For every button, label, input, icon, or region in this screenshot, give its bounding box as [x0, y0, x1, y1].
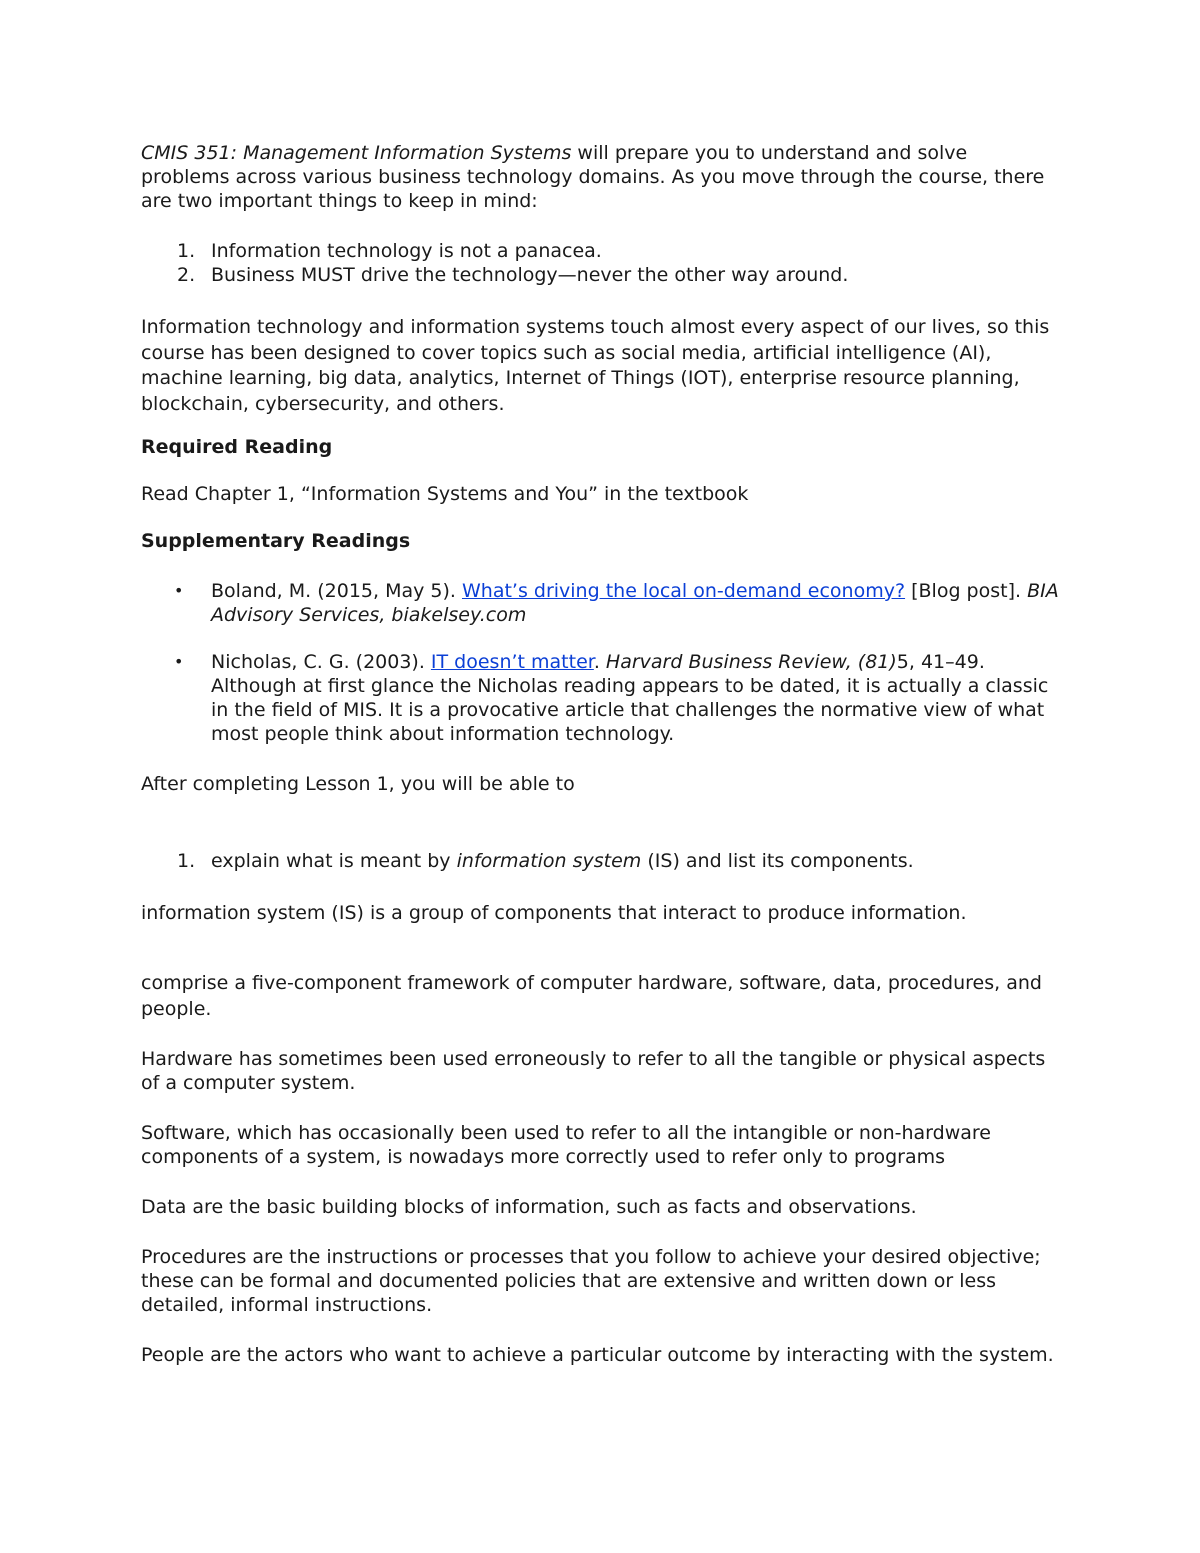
- topics-paragraph: Information technology and information systems touch almost every aspect of our lives, so this course has been designed to cover topics such as social media, artificial intelligence (AI), machine learning, big data, analytics, Internet of Things (IOT), enterprise resource planning, blockchain, cybersecurity, and others.: [141, 316, 1050, 415]
- procedures-paragraph: Procedures are the instructions or processes that you follow to achieve your desired objective; these can be formal and documented policies that are extensive and written down or less detailed, informal instructions.: [141, 1246, 1041, 1316]
- citation-prefix: Boland, M. (2015, May 5).: [211, 580, 462, 602]
- citation-journal: Harvard Business Review, (81): [605, 651, 897, 673]
- data-paragraph: Data are the basic building blocks of information, such as facts and observations.: [141, 1196, 917, 1218]
- list-number: 1.: [177, 850, 196, 872]
- bullet-icon: •: [174, 581, 184, 600]
- people-paragraph: People are the actors who want to achieve a particular outcome by interacting with the system.: [141, 1344, 1054, 1366]
- required-reading-heading: Required Reading: [141, 436, 333, 458]
- supplementary-readings-heading: Supplementary Readings: [141, 530, 411, 552]
- list-item: [141, 263, 1061, 287]
- objective-emphasis: information system: [456, 850, 642, 872]
- citation-suffix: [Blog post].: [905, 580, 1028, 602]
- list-item: [141, 239, 1061, 263]
- citation-source: BIA Advisory Services, biakelsey.com: [211, 580, 1059, 626]
- document-page: [141, 141, 1061, 1367]
- list-item-text: Business MUST drive the technology—never the other way around.: [211, 264, 849, 286]
- list-number: 2.: [177, 264, 196, 286]
- components-framework-text: comprise a five-component framework of computer hardware, software, data, procedures, and people.: [141, 972, 1042, 1020]
- list-number: 1.: [177, 240, 196, 262]
- citation-note: Although at first glance the Nicholas reading appears to be dated, it is actually a classic in the field of MIS. It is a provocative article that challenges the normative view of what most people think about information technology.: [211, 675, 1049, 745]
- boland-article-link[interactable]: What’s driving the local on-demand economy?: [461, 580, 906, 602]
- objective-pre: explain what is meant by: [211, 850, 457, 872]
- citation-mid: .: [593, 651, 606, 673]
- required-reading-text: Read Chapter 1, “Information Systems and You” in the textbook: [141, 483, 749, 505]
- bullet-icon: •: [174, 652, 184, 671]
- things-to-keep-in-mind-list: [141, 239, 1061, 287]
- intro-text-rest: problems across various business technology domains. As you move through the course, there are two important things to keep in mind:: [141, 166, 1045, 212]
- nicholas-article-link[interactable]: IT doesn’t matter: [430, 651, 594, 673]
- objective-post: (IS) and list its components.: [641, 850, 914, 872]
- list-item: [141, 579, 1061, 627]
- objectives-list: [141, 849, 1061, 873]
- hardware-paragraph: Hardware has sometimes been used erroneously to refer to all the tangible or physical aspects of a computer system.: [141, 1048, 1046, 1094]
- list-item: [141, 849, 1061, 873]
- after-lesson-text: After completing Lesson 1, you will be able to: [141, 773, 575, 795]
- is-definition: information system (IS) is a group of components that interact to produce information.: [141, 902, 967, 924]
- citation-prefix: Nicholas, C. G. (2003).: [211, 651, 431, 673]
- course-title: CMIS 351: Management Information Systems: [141, 142, 572, 164]
- list-item-text: Information technology is not a panacea.: [211, 240, 602, 262]
- intro-paragraph: [141, 141, 1061, 213]
- software-paragraph: Software, which has occasionally been used to refer to all the intangible or non-hardware components of a system, is nowadays more correctly used to refer only to programs: [141, 1122, 991, 1168]
- citation-pages: 5, 41–49.: [896, 651, 985, 673]
- list-item: [141, 650, 1061, 746]
- intro-text-line1: will prepare you to understand and solve: [571, 142, 968, 164]
- supplementary-readings-list: [141, 579, 1061, 746]
